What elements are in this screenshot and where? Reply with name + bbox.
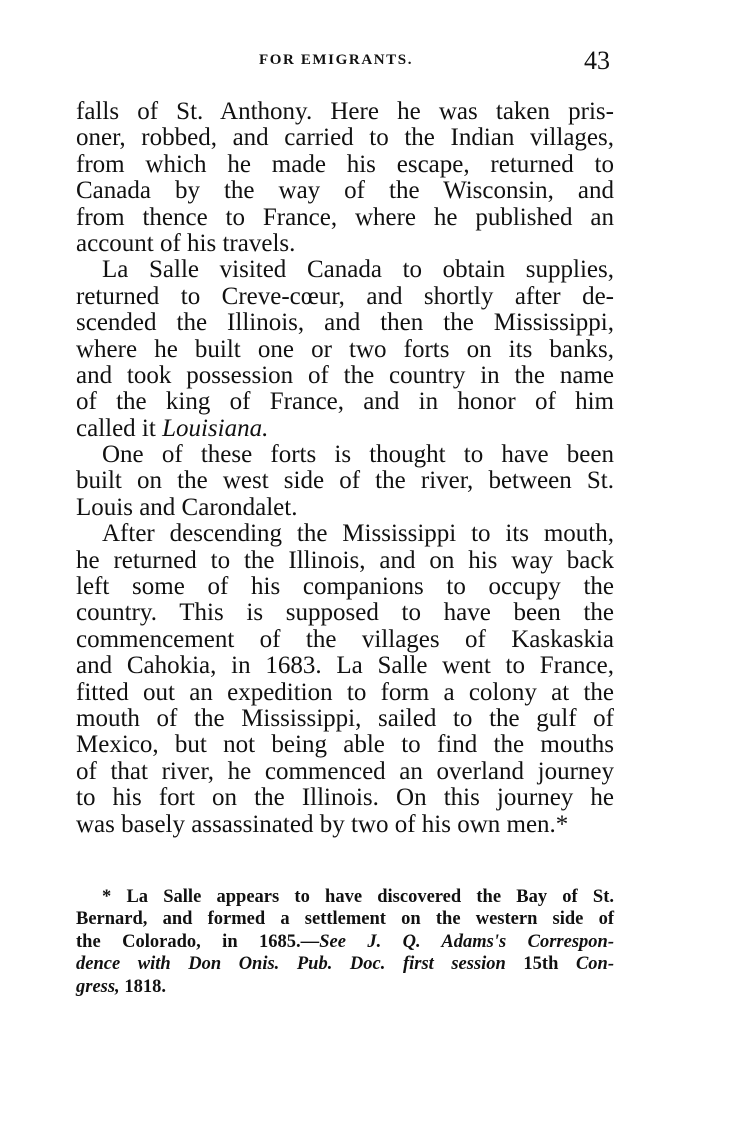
- italic-citation: See J. Q. Adams's Correspon-: [319, 931, 614, 952]
- text-line: Louis and Carondalet.: [76, 493, 298, 521]
- text-line: from thence to France, where he published an: [76, 203, 614, 231]
- text-line: account of his travels.: [76, 229, 296, 257]
- text-line: Canada by the way of the Wisconsin, and: [76, 177, 614, 205]
- footnote: [76, 886, 614, 998]
- text-segment: called it: [76, 414, 163, 442]
- running-title: FOR EMIGRANTS.: [259, 52, 414, 68]
- footnote-line: [76, 976, 614, 998]
- text-line: from which he made his escape, returned to: [76, 150, 614, 178]
- text-line: of the king of France, and in honor of him: [76, 388, 614, 416]
- text-line: After descending the Mississippi to its mouth,: [102, 520, 614, 548]
- text-line: scended the Illinois, and then the Mississippi,: [76, 309, 614, 337]
- footnote-line: Bernard, and formed a settlement on the western side of: [76, 909, 614, 930]
- italic-citation: dence with Don Onis. Pub. Doc. first session: [76, 954, 506, 975]
- text-line: fitted out an expedition to form a colony at the: [76, 678, 614, 706]
- text-line: to his fort on the Illinois. On this journey he: [76, 784, 614, 812]
- text-line: built on the west side of the river, between St.: [76, 467, 614, 495]
- footnote-line: * La Salle appears to have discovered the Bay of St.: [102, 887, 614, 907]
- running-header: [0, 46, 736, 76]
- footnote-line: [76, 953, 614, 975]
- text-segment: 15th: [505, 954, 576, 975]
- text-line: he returned to the Illinois, and on his way back: [76, 546, 614, 574]
- text-line: Mexico, but not being able to find the mouths: [76, 731, 614, 759]
- text-line: of that river, he commenced an overland journey: [76, 757, 614, 785]
- italic-citation: gress,: [76, 976, 120, 997]
- text-line: La Salle visited Canada to obtain supplies,: [102, 256, 614, 284]
- text-line: and took possession of the country in the name: [76, 361, 614, 389]
- footnote-line: [76, 931, 614, 953]
- text-line: commencement of the villages of Kaskaskia: [76, 625, 614, 653]
- page-number: 43: [584, 46, 610, 75]
- main-text: [76, 99, 614, 838]
- text-segment: 1818.: [119, 976, 166, 997]
- text-line: left some of his companions to occupy the: [76, 573, 614, 601]
- text-line: oner, robbed, and carried to the Indian villages,: [76, 124, 614, 152]
- text-line: where he built one or two forts on its banks,: [76, 335, 614, 363]
- text-line: [76, 416, 614, 442]
- text-segment: the Colorado, in 1685.—: [76, 931, 320, 952]
- text-line: and Cahokia, in 1683. La Salle went to France,: [76, 652, 614, 680]
- text-line: returned to Creve-cœur, and shortly after de-: [76, 282, 614, 310]
- text-line: falls of St. Anthony. Here he was taken pris-: [76, 98, 614, 125]
- italic-citation: Con-: [575, 954, 614, 975]
- text-line: mouth of the Mississippi, sailed to the gulf of: [76, 704, 614, 732]
- text-line: One of these forts is thought to have been: [102, 441, 614, 469]
- text-line: was basely assassinated by two of his own men.*: [76, 810, 569, 838]
- italic-term: Louisiana.: [162, 414, 269, 442]
- text-line: country. This is supposed to have been the: [76, 599, 614, 627]
